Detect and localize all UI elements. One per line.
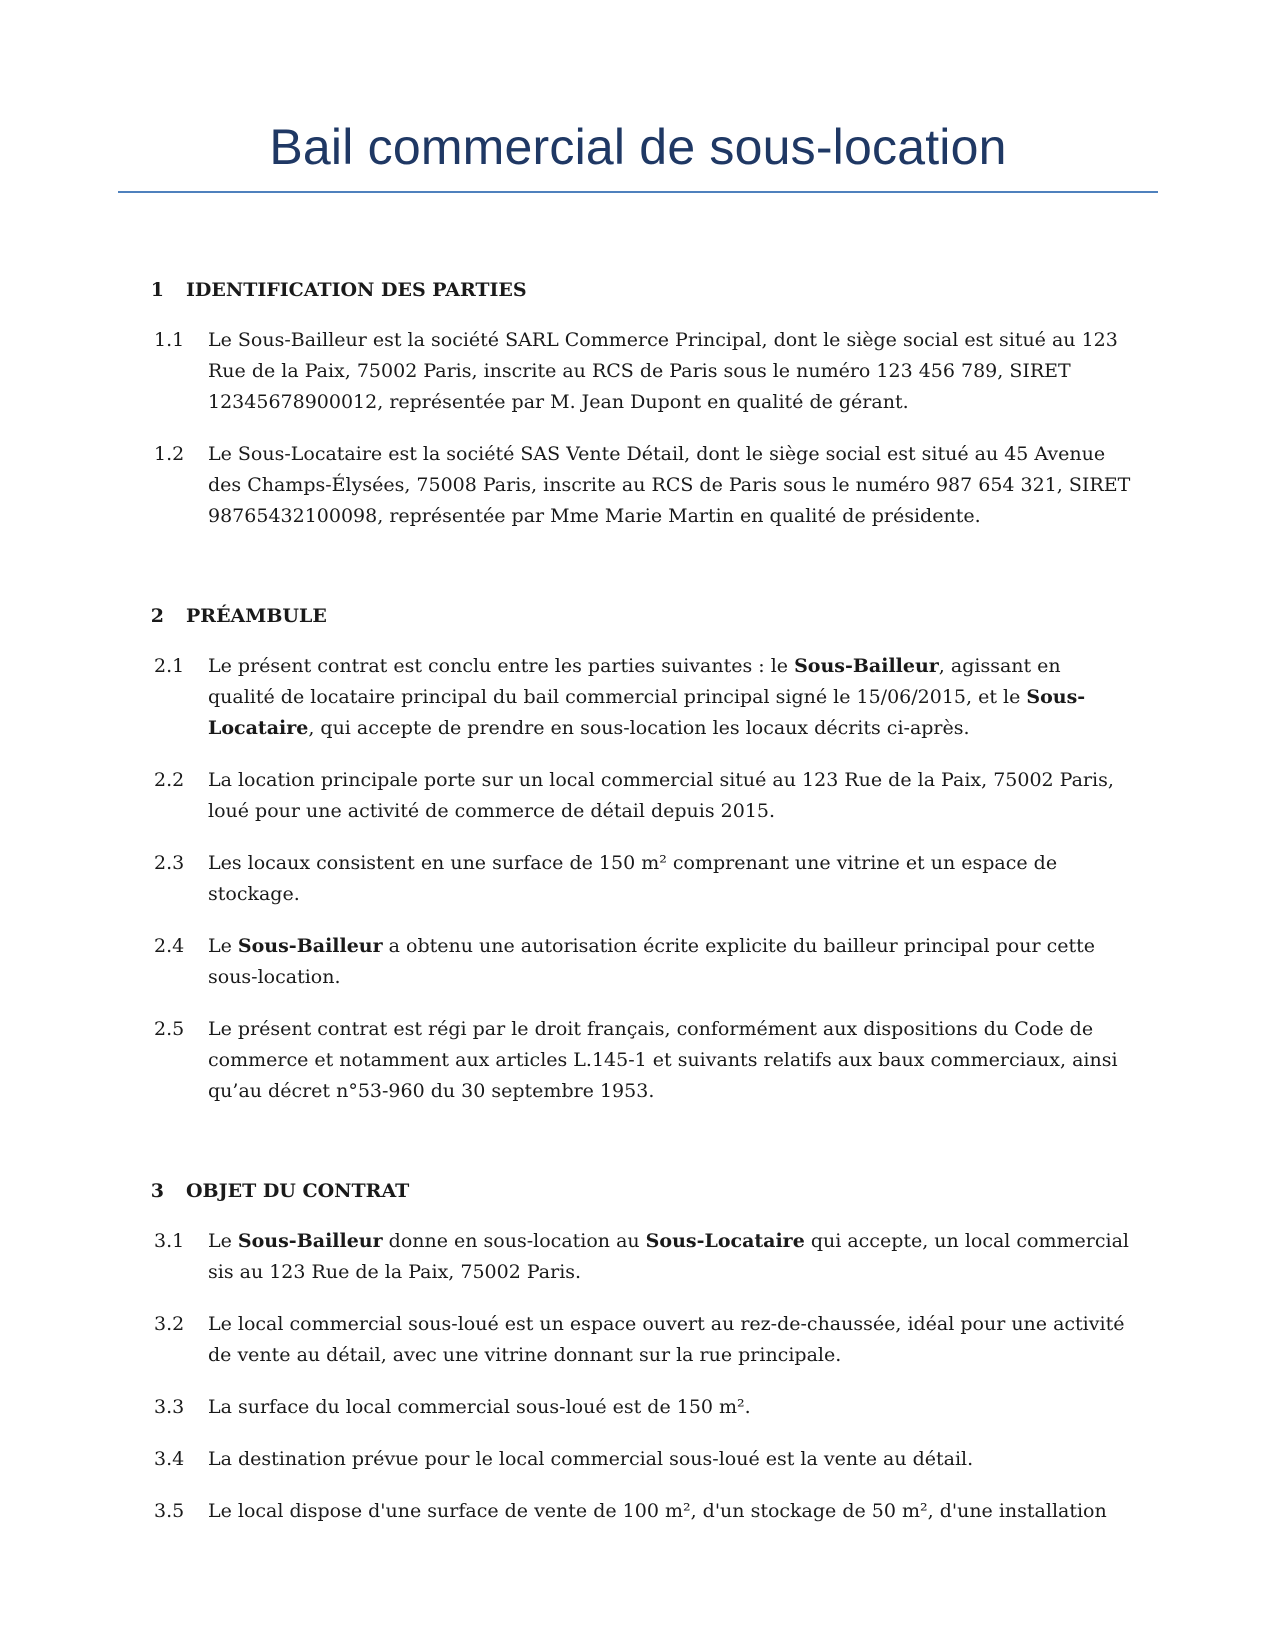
section-title: PRÉAMBULE <box>186 605 327 627</box>
party-name: Sous-Locataire <box>645 1230 805 1252</box>
clause-3.1 <box>0 1226 1275 1288</box>
section-3 <box>0 1176 1275 1527</box>
section-1 <box>0 275 1275 532</box>
document-body <box>0 275 1275 1548</box>
clause-text-fragment: Le présent contrat est conclu entre les parties suivantes : le <box>208 655 795 677</box>
section-number: 2 <box>150 605 164 627</box>
clause-text-fragment: Le <box>208 1230 238 1252</box>
clause-text <box>208 651 1133 744</box>
clause-text-fragment: donne en sous-location au <box>382 1230 646 1252</box>
clause-3.3 <box>0 1392 1275 1423</box>
clause-2.1 <box>0 651 1275 744</box>
clause-number: 2.5 <box>154 1018 185 1040</box>
clause-number: 3.5 <box>154 1500 185 1522</box>
clause-1.2 <box>0 439 1275 532</box>
clause-text-fragment: Le <box>208 935 238 957</box>
clause-text: La destination prévue pour le local commercial sous-loué est la vente au détail. <box>208 1448 974 1470</box>
clause-text-fragment: a obtenu une autorisation écrite explicite du bailleur principal pour cette sous-location. <box>208 935 1095 988</box>
clause-number: 2.2 <box>154 769 185 791</box>
section-title: OBJET DU CONTRAT <box>186 1180 410 1202</box>
section-heading <box>0 601 1275 632</box>
clause-text: Le Sous-Locataire est la société SAS Vente Détail, dont le siège social est situé au 45 Avenue des Champs-Élysées, 75008 Paris, inscrite au RCS de Paris sous le numéro 987 654 321, SIRET 98765432100098, représentée par Mme Marie Martin en qualité de présidente. <box>208 443 1131 527</box>
clause-number: 3.4 <box>154 1448 185 1470</box>
clause-number: 1.1 <box>154 329 185 351</box>
clause-text: Les locaux consistent en une surface de 150 m² comprenant une vitrine et un espace de stockage. <box>208 852 1058 905</box>
clause-number: 3.1 <box>154 1230 185 1252</box>
clause-text-fragment: , agissant en qualité de locataire principal du bail commercial principal signé le 15/06/2015, et le <box>208 655 1061 708</box>
section-heading <box>0 275 1275 306</box>
clause-text: Le local dispose d'une surface de vente de 100 m², d'un stockage de 50 m², d'une installation <box>208 1500 1107 1522</box>
section-title: IDENTIFICATION DES PARTIES <box>186 279 527 301</box>
party-name: Sous-Bailleur <box>237 1230 383 1252</box>
clause-text: Le présent contrat est régi par le droit français, conformément aux dispositions du Code de commerce et notamment aux articles L.145-1 et suivants relatifs aux baux commerciaux, ainsi qu’au décret n°53-960 du 30 septembre 1953. <box>208 1018 1118 1102</box>
clause-number: 2.4 <box>154 935 185 957</box>
clause-3.4 <box>0 1444 1275 1475</box>
clause-number: 3.2 <box>154 1313 185 1335</box>
title-underline <box>118 191 1158 193</box>
clause-2.3 <box>0 848 1275 910</box>
section-number: 3 <box>150 1180 164 1202</box>
clause-number: 2.3 <box>154 852 185 874</box>
clause-3.2 <box>0 1309 1275 1371</box>
clause-text <box>208 931 1133 993</box>
clause-text: Le Sous-Bailleur est la société SARL Commerce Principal, dont le siège social est situé au 123 Rue de la Paix, 75002 Paris, inscrite au RCS de Paris sous le numéro 123 456 789, SIRET 12345678900012, représentée par M. Jean Dupont en qualité de gérant. <box>208 329 1118 413</box>
clause-number: 1.2 <box>154 443 185 465</box>
section-2 <box>0 601 1275 1107</box>
clause-2.5 <box>0 1014 1275 1107</box>
clause-3.5 <box>0 1496 1275 1527</box>
clause-number: 2.1 <box>154 655 185 677</box>
clause-text-fragment: , qui accepte de prendre en sous-location les locaux décrits ci-après. <box>308 717 970 739</box>
clause-2.2 <box>0 765 1275 827</box>
document-title: Bail commercial de sous-location <box>269 119 1007 175</box>
clause-text-fragment: qui accepte, un local commercial sis au 123 Rue de la Paix, 75002 Paris. <box>208 1230 1129 1283</box>
clause-text: La location principale porte sur un local commercial situé au 123 Rue de la Paix, 75002 Paris, loué pour une activité de commerce de détail depuis 2015. <box>208 769 1114 822</box>
clause-2.4 <box>0 931 1275 993</box>
section-number: 1 <box>150 279 164 301</box>
party-name: Sous-Bailleur <box>237 935 383 957</box>
section-heading <box>0 1176 1275 1207</box>
clause-text: Le local commercial sous-loué est un espace ouvert au rez-de-chaussée, idéal pour une activité de vente au détail, avec une vitrine donnant sur la rue principale. <box>208 1313 1125 1366</box>
clause-number: 3.3 <box>154 1396 185 1418</box>
clause-1.1 <box>0 325 1275 418</box>
party-name: Sous-Bailleur <box>794 655 939 677</box>
clause-text: La surface du local commercial sous-loué est de 150 m². <box>208 1396 751 1418</box>
party-name: Sous-Locataire <box>208 686 1086 739</box>
clause-text <box>208 1226 1133 1288</box>
